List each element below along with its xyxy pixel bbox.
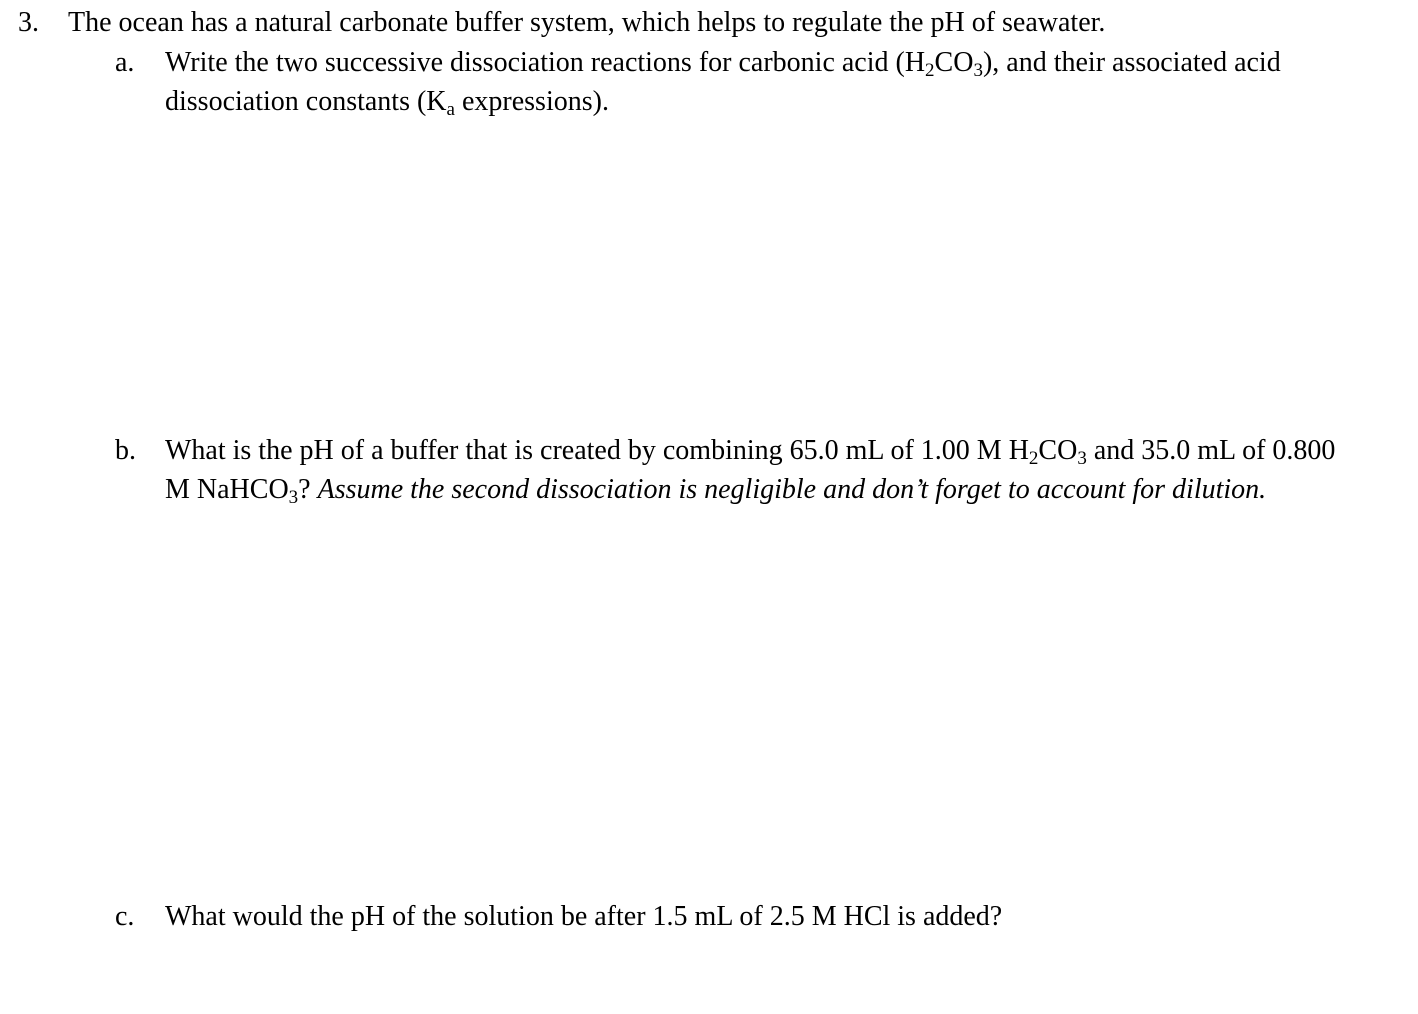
part-c-text: What would the pH of the solution be after 1.5 mL of 2.5 M HCl is added? <box>165 901 1003 932</box>
part-b-line-2: M NaHCO$_3$? Assume the second dissociation is negligible and don’t forget to account for dilution. <box>165 474 1267 508</box>
part-b-label: b. <box>115 435 136 466</box>
part-a-line-1: Write the two successive dissociation reactions for carbonic acid $(H_2CO_3)$, and their associated acid <box>165 47 1281 81</box>
part-b-assumption: Assume the second dissociation is negligible and don’t forget to account for dilution. <box>317 474 1267 505</box>
part-a-label: a. <box>115 47 135 78</box>
question-number: 3. <box>18 7 39 38</box>
part-b-line-1: What is the pH of a buffer that is created by combining 65.0 mL of 1.00 M $H_2CO_3$ and 35.0 mL of 0.800 <box>165 435 1336 469</box>
question-stem: The ocean has a natural carbonate buffer system, which helps to regulate the pH of seawater. <box>68 7 1106 38</box>
part-c-label: c. <box>115 901 135 932</box>
part-a-line-2: dissociation constants ($K_a$ expressions). <box>165 86 609 120</box>
